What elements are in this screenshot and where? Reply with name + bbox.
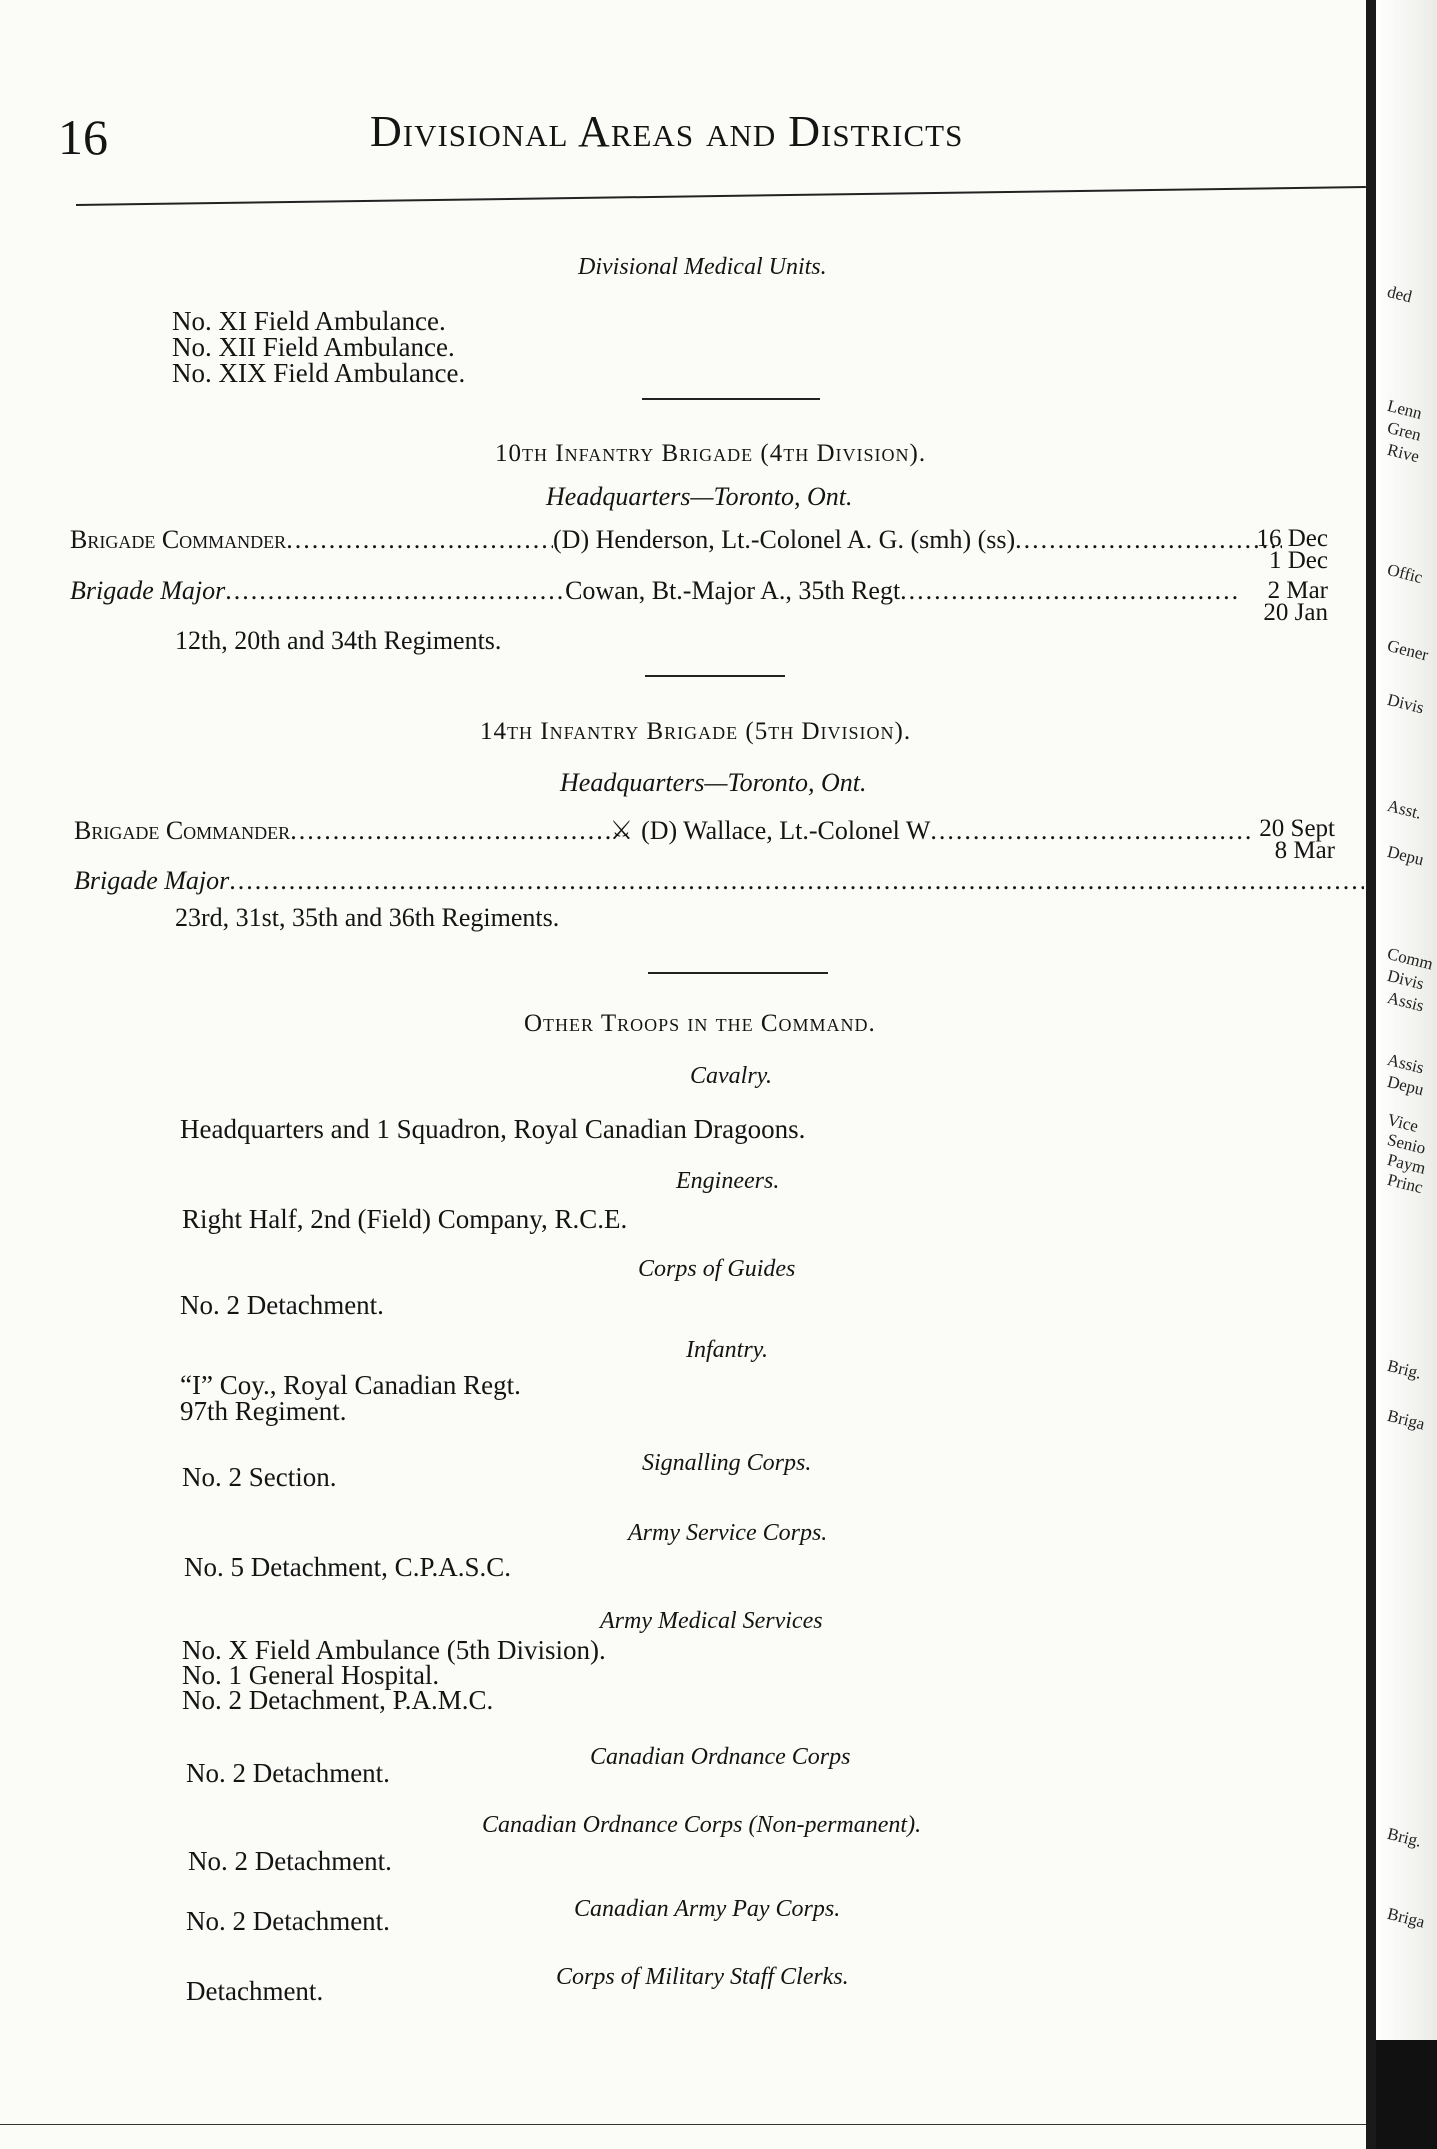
fragment: Depu (1385, 1072, 1426, 1100)
major-label: Brigade Major (70, 576, 226, 605)
brigade-10-title: 10th Infantry Brigade (4th Division). (495, 440, 927, 467)
fragment: Paym (1385, 1150, 1428, 1178)
fragment: Divis (1385, 690, 1426, 718)
leader-dots (225, 576, 565, 606)
running-title: Divisional Areas and Districts (370, 107, 964, 156)
fragment: Briga (1385, 1406, 1427, 1434)
unit-lines (180, 1372, 521, 1424)
fragment: Vice (1385, 1110, 1421, 1136)
medical-units-list (172, 308, 465, 386)
unit-line: 97th Regiment. (180, 1396, 347, 1426)
section-heading-guides: Corps of Guides (638, 1256, 796, 1282)
fragment: Briga (1385, 1904, 1427, 1932)
section-heading-pay-corps: Canadian Army Pay Corps. (574, 1896, 841, 1922)
section-heading-staff-clerks: Corps of Military Staff Clerks. (556, 1964, 849, 1990)
section-divider (642, 398, 820, 400)
leader-dots (286, 525, 553, 555)
fragment: Brig. (1385, 1356, 1424, 1383)
fragment: Senio (1385, 1130, 1428, 1158)
unit-line: No. 5 Detachment, C.P.A.S.C. (184, 1552, 511, 1582)
leader-dots (900, 576, 1240, 606)
fragment: Divis (1385, 966, 1426, 994)
fragment: Asst. (1385, 796, 1424, 823)
fragment: Depu (1385, 842, 1426, 870)
commander-name: (D) Wallace, Lt.-Colonel W (641, 816, 931, 845)
brigade-14-commander-dates (1230, 815, 1335, 864)
unit-line: Headquarters and 1 Squadron, Royal Canadian Dragoons. (180, 1114, 806, 1144)
fragment: Assis (1385, 988, 1426, 1016)
commander-label: Brigade Commander (70, 525, 287, 554)
binding-shadow (1366, 0, 1376, 2149)
fragment: ded (1385, 282, 1414, 307)
fragment: Gren (1385, 418, 1423, 445)
commander-name: (D) Henderson, Lt.-Colonel A. G. (smh) (ss) (553, 525, 1016, 554)
brigade-10-headquarters: Headquarters—Toronto, Ont. (546, 482, 853, 511)
fragment: Princ (1385, 1170, 1425, 1198)
scan-bottom-edge (0, 2124, 1366, 2125)
fragment: Comm (1385, 944, 1435, 974)
brigade-14-headquarters: Headquarters—Toronto, Ont. (560, 768, 867, 797)
page-number: 16 (58, 109, 108, 165)
fragment: Lenn (1385, 396, 1424, 423)
brigade-14-regiments: 23rd, 31st, 35th and 36th Regiments. (175, 903, 560, 932)
date: 20 Jan (1263, 599, 1328, 626)
commander-label: Brigade Commander (74, 816, 291, 845)
date: 20 Sept (1259, 815, 1335, 842)
section-heading-engineers: Engineers. (676, 1168, 780, 1194)
date: 2 Mar (1267, 577, 1328, 604)
unit-line: “I” Coy., Royal Canadian Regt. (180, 1370, 521, 1400)
section-heading-infantry: Infantry. (686, 1337, 768, 1363)
unit-line: No. 2 Section. (182, 1462, 337, 1492)
brigade-14-major-row (74, 866, 1364, 896)
list-item: No. XIX Field Ambulance. (172, 358, 466, 388)
fragment: Offic (1385, 560, 1425, 588)
section-divider (645, 675, 785, 677)
unit-line: Right Half, 2nd (Field) Company, R.C.E. (182, 1204, 628, 1234)
unit-line: No. 2 Detachment. (186, 1758, 390, 1788)
brigade-10-regiments: 12th, 20th and 34th Regiments. (175, 626, 502, 655)
swords-icon: ⚔ (609, 816, 634, 845)
fragment: Gener (1385, 636, 1431, 665)
section-heading-cavalry: Cavalry. (690, 1063, 772, 1089)
brigade-10-commander-dates (1238, 525, 1328, 574)
binding-shadow-bottom (1376, 2040, 1437, 2149)
section-divider (648, 972, 828, 974)
fragment: Assis (1385, 1050, 1426, 1078)
unit-line: Detachment. (186, 1976, 324, 2006)
section-heading-medical-services: Army Medical Services (600, 1608, 823, 1634)
list-item: No. XI Field Ambulance. (172, 306, 446, 336)
brigade-14-commander-row (74, 816, 1250, 846)
major-label: Brigade Major (74, 866, 230, 895)
section-heading-signalling: Signalling Corps. (642, 1450, 812, 1476)
section-heading-ordnance-non-permanent: Canadian Ordnance Corps (Non-permanent). (482, 1812, 922, 1838)
unit-line: No. 2 Detachment. (186, 1906, 390, 1936)
leader-dots (229, 866, 1364, 896)
date: 16 Dec (1256, 525, 1328, 552)
section-heading-army-service: Army Service Corps. (628, 1520, 828, 1546)
header-rule (76, 186, 1366, 206)
brigade-10-major-row (70, 576, 1240, 606)
list-item: No. XII Field Ambulance. (172, 332, 455, 362)
date: 1 Dec (1269, 547, 1328, 574)
medical-units-heading: Divisional Medical Units. (578, 254, 827, 280)
brigade-10-commander-row (70, 525, 1282, 555)
brigade-14-title: 14th Infantry Brigade (5th Division). (480, 718, 912, 745)
unit-line: No. 2 Detachment, P.A.M.C. (182, 1685, 494, 1715)
unit-lines (182, 1635, 606, 1715)
other-troops-title: Other Troops in the Command. (524, 1010, 876, 1037)
leader-dots (290, 816, 610, 846)
unit-line: No. X Field Ambulance (5th Division). (182, 1635, 606, 1665)
section-heading-ordnance: Canadian Ordnance Corps (590, 1744, 851, 1770)
leader-dots (930, 816, 1250, 846)
unit-line: No. 2 Detachment. (188, 1846, 392, 1876)
fragment: Rive (1385, 440, 1422, 467)
date: 8 Mar (1274, 837, 1335, 864)
major-name: Cowan, Bt.-Major A., 35th Regt (565, 576, 901, 605)
fragment: Brig. (1385, 1824, 1424, 1851)
unit-line: No. 1 General Hospital. (182, 1660, 440, 1690)
brigade-10-major-dates (1238, 577, 1328, 626)
unit-line: No. 2 Detachment. (180, 1290, 384, 1320)
